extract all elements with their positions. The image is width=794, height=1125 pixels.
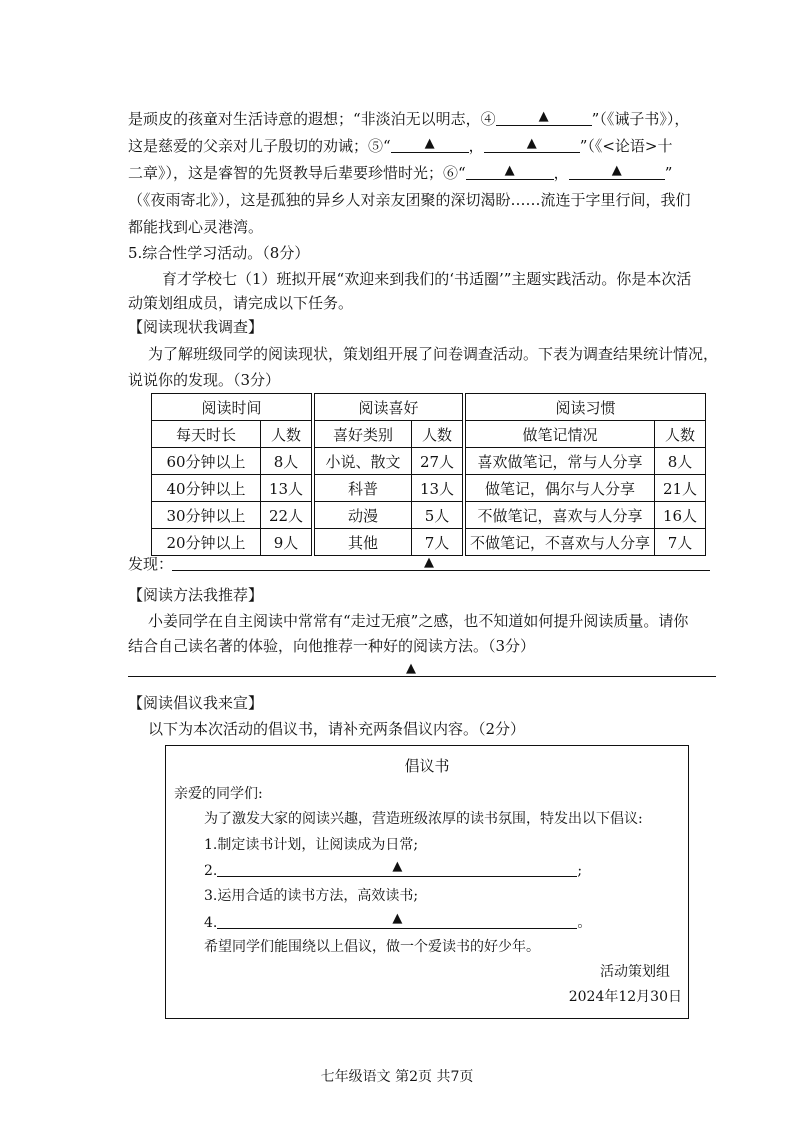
table-cell: 21人 bbox=[655, 475, 706, 502]
poem-line-4: （《夜雨寄北》），这是孤独的异乡人对亲友团聚的深切渴盼……流连于字里行间，我们 bbox=[128, 191, 691, 209]
finding-answer-line[interactable] bbox=[172, 570, 710, 571]
proposal-title: 倡议书 bbox=[404, 757, 450, 775]
triangle-marker-icon: ▲ bbox=[424, 136, 435, 151]
table-cell: 16人 bbox=[655, 502, 706, 529]
triangle-marker-icon: ▲ bbox=[538, 109, 549, 124]
table-cell: 40分钟以上 bbox=[152, 475, 261, 502]
table-row bbox=[152, 529, 706, 556]
method-desc-2: 结合自己读名著的体验，向他推荐一种好的阅读方法。（3分） bbox=[128, 637, 536, 655]
table-cell: 做笔记，偶尔与人分享 bbox=[466, 475, 655, 502]
answer-blank-4[interactable] bbox=[496, 109, 592, 126]
triangle-marker-icon: ▲ bbox=[424, 555, 434, 570]
survey-desc-2: 说说你的发现。（3分） bbox=[128, 371, 281, 389]
triangle-marker-icon: ▲ bbox=[526, 136, 537, 151]
proposal-heading: 【阅读倡议我来宣】 bbox=[128, 694, 264, 712]
answer-blank-6b[interactable] bbox=[569, 163, 665, 180]
table-row bbox=[152, 475, 706, 502]
table-cell: 30分钟以上 bbox=[152, 502, 261, 529]
table-cell: 27人 bbox=[412, 448, 463, 475]
page-footer: 七年级语文 第2页 共7页 bbox=[320, 1069, 474, 1085]
column-header: 做笔记情况 bbox=[466, 421, 655, 448]
question-5-title: 5.综合性学习活动。（8分） bbox=[128, 244, 310, 262]
proposal-desc: 以下为本次活动的倡议书，请补充两条倡议内容。（2分） bbox=[148, 720, 526, 738]
table-group-row bbox=[152, 394, 706, 421]
proposal-item-2: 2. ▲ ; bbox=[204, 859, 583, 879]
survey-table bbox=[151, 393, 706, 556]
column-header: 人数 bbox=[412, 421, 463, 448]
table-cell: 7人 bbox=[655, 529, 706, 556]
proposal-blank-2[interactable] bbox=[217, 860, 577, 877]
table-cell: 60分钟以上 bbox=[152, 448, 261, 475]
answer-blank-5a[interactable] bbox=[391, 136, 469, 153]
table-row bbox=[152, 502, 706, 529]
table-cell: 其他 bbox=[315, 529, 412, 556]
poem-line-5: 都能找到心灵港湾。 bbox=[128, 218, 264, 236]
table-cell: 13人 bbox=[412, 475, 463, 502]
table-cell: 13人 bbox=[261, 475, 312, 502]
proposal-blank-4[interactable] bbox=[217, 912, 577, 929]
method-heading: 【阅读方法我推荐】 bbox=[128, 586, 264, 604]
proposal-date: 2024年12月30日 bbox=[568, 989, 682, 1005]
table-cell: 小说、散文 bbox=[315, 448, 412, 475]
group-header-habit: 阅读习惯 bbox=[466, 394, 706, 421]
answer-blank-5b[interactable] bbox=[484, 136, 580, 153]
method-answer-line[interactable] bbox=[128, 676, 716, 677]
question-5-intro-1: 育才学校七（1）班拟开展“欢迎来到我们的‘书适圈’”主题实践活动。你是本次活 bbox=[162, 270, 692, 288]
answer-blank-6a[interactable] bbox=[466, 163, 554, 180]
proposal-item-4: 4. ▲ 。 bbox=[204, 911, 592, 931]
proposal-letter-box bbox=[165, 745, 689, 1019]
table-cell: 科普 bbox=[315, 475, 412, 502]
table-cell: 8人 bbox=[655, 448, 706, 475]
group-header-time: 阅读时间 bbox=[152, 394, 312, 421]
table-row bbox=[152, 448, 706, 475]
triangle-marker-icon: ▲ bbox=[406, 661, 416, 676]
question-5-intro-2: 动策划组成员，请完成以下任务。 bbox=[128, 294, 354, 312]
table-cell: 20分钟以上 bbox=[152, 529, 261, 556]
triangle-marker-icon: ▲ bbox=[504, 163, 515, 178]
method-desc-1: 小姜同学在自主阅读中常常有“走过无痕”之感，也不知道如何提升阅读质量。请你 bbox=[148, 612, 689, 630]
group-header-preference: 阅读喜好 bbox=[315, 394, 463, 421]
proposal-intro: 为了激发大家的阅读兴趣，营造班级浓厚的读书氛围，特发出以下倡议: bbox=[204, 811, 643, 827]
triangle-marker-icon: ▲ bbox=[392, 859, 403, 874]
survey-desc-1: 为了解班级同学的阅读现状，策划组开展了问卷调查活动。下表为调查结果统计情况， bbox=[148, 345, 719, 363]
table-cell: 不做笔记，喜欢与人分享 bbox=[466, 502, 655, 529]
triangle-marker-icon: ▲ bbox=[392, 911, 403, 926]
poem-line-3: 二章》），这是睿智的先贤教导后辈要珍惜时光；⑥“ ▲ ， ▲ ” bbox=[128, 162, 672, 184]
table-cell: 22人 bbox=[261, 502, 312, 529]
table-cell: 7人 bbox=[412, 529, 463, 556]
finding-label: 发现： bbox=[128, 555, 174, 573]
table-cell: 喜欢做笔记，常与人分享 bbox=[466, 448, 655, 475]
table-cell: 9人 bbox=[261, 529, 312, 556]
table-cell: 8人 bbox=[261, 448, 312, 475]
proposal-greeting: 亲爱的同学们: bbox=[174, 786, 263, 802]
proposal-item-1: 1.制定读书计划，让阅读成为日常; bbox=[204, 837, 419, 853]
survey-heading: 【阅读现状我调查】 bbox=[128, 318, 264, 336]
table-header-row bbox=[152, 421, 706, 448]
column-header: 人数 bbox=[261, 421, 312, 448]
column-header: 人数 bbox=[655, 421, 706, 448]
poem-line-1: 是顽皮的孩童对生活诗意的遐想；“非淡泊无以明志，④ ▲ ”（《诫子书》）， bbox=[128, 108, 689, 130]
proposal-closing: 希望同学们能围绕以上倡议，做一个爱读书的好少年。 bbox=[204, 939, 540, 955]
column-header: 每天时长 bbox=[152, 421, 261, 448]
column-header: 喜好类别 bbox=[315, 421, 412, 448]
proposal-item-3: 3.运用合适的读书方法，高效读书; bbox=[204, 888, 419, 904]
proposal-signer: 活动策划组 bbox=[600, 964, 670, 980]
table-cell: 5人 bbox=[412, 502, 463, 529]
table-cell: 不做笔记，不喜欢与人分享 bbox=[466, 529, 655, 556]
table-cell: 动漫 bbox=[315, 502, 412, 529]
poem-line-2: 这是慈爱的父亲对儿子殷切的劝诫；⑤“ ▲ ， ▲ ”（《<论语>十 bbox=[128, 135, 673, 157]
triangle-marker-icon: ▲ bbox=[611, 163, 622, 178]
